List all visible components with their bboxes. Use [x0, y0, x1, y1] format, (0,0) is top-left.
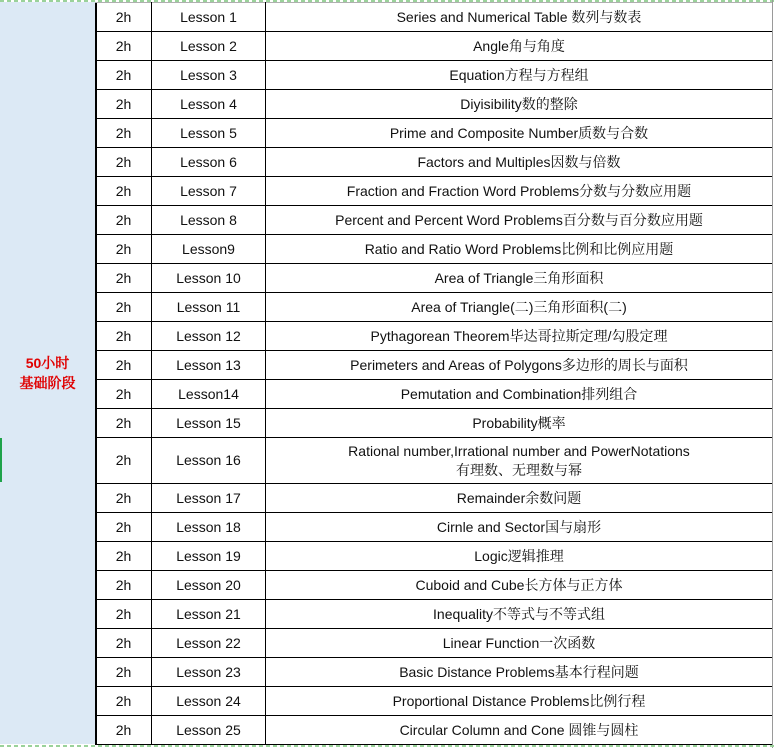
selection-border-bottom [0, 745, 775, 747]
topic-cell[interactable] [266, 119, 773, 148]
hours-cell[interactable]: 2h [96, 235, 152, 264]
hours-cell[interactable]: 2h [96, 293, 152, 322]
lesson-cell[interactable]: Lesson 3 [152, 61, 266, 90]
lesson-cell[interactable]: Lesson 21 [152, 600, 266, 629]
table-row [96, 293, 773, 322]
topic-cell[interactable] [266, 409, 773, 438]
topic-cell[interactable] [266, 3, 773, 32]
table-row [96, 119, 773, 148]
stage-hours-label: 50小时 [25, 355, 70, 371]
topic-line: 有理数、无理数与幂 [456, 461, 582, 478]
topic-cell[interactable] [266, 687, 773, 716]
topic-cell[interactable] [266, 235, 773, 264]
topic-line: Equation方程与方程组 [449, 67, 589, 83]
hours-cell[interactable]: 2h [96, 409, 152, 438]
hours-cell[interactable]: 2h [96, 600, 152, 629]
table-row [96, 687, 773, 716]
lesson-cell[interactable]: Lesson 6 [152, 148, 266, 177]
topic-line: Linear Function一次函数 [442, 635, 596, 651]
table-row [96, 32, 773, 61]
lesson-cell[interactable]: Lesson 20 [152, 571, 266, 600]
table-row [96, 658, 773, 687]
topic-cell[interactable] [266, 32, 773, 61]
topic-cell[interactable] [266, 264, 773, 293]
row-marker [0, 438, 2, 482]
lesson-cell[interactable]: Lesson 5 [152, 119, 266, 148]
hours-cell[interactable]: 2h [96, 687, 152, 716]
table-row [96, 600, 773, 629]
topic-cell[interactable] [266, 513, 773, 542]
stage-cell[interactable] [0, 2, 97, 744]
topic-cell[interactable] [266, 90, 773, 119]
table-row [96, 716, 773, 745]
topic-line: Series and Numerical Table 数列与数表 [396, 9, 642, 25]
lesson-cell[interactable]: Lesson 2 [152, 32, 266, 61]
topic-line: Area of Triangle(二)三角形面积(二) [411, 299, 627, 315]
lesson-cell[interactable]: Lesson9 [152, 235, 266, 264]
topic-line: Cuboid and Cube长方体与正方体 [415, 577, 623, 593]
topic-line: Pemutation and Combination排列组合 [400, 386, 638, 402]
hours-cell[interactable]: 2h [96, 484, 152, 513]
topic-line: Angle角与角度 [473, 38, 565, 54]
table-row [96, 264, 773, 293]
table-row [96, 484, 773, 513]
hours-cell[interactable]: 2h [96, 3, 152, 32]
hours-cell[interactable]: 2h [96, 571, 152, 600]
topic-cell[interactable] [266, 600, 773, 629]
topic-line: Perimeters and Areas of Polygons多边形的周长与面积 [350, 357, 688, 373]
hours-cell[interactable]: 2h [96, 90, 152, 119]
topic-cell[interactable] [266, 322, 773, 351]
hours-cell[interactable]: 2h [96, 148, 152, 177]
lesson-cell[interactable]: Lesson 10 [152, 264, 266, 293]
topic-cell[interactable] [266, 293, 773, 322]
lesson-table-body [96, 3, 773, 745]
topic-cell[interactable] [266, 438, 773, 484]
hours-cell[interactable]: 2h [96, 438, 152, 484]
sheet-right-edge [772, 0, 773, 748]
topic-cell[interactable] [266, 206, 773, 235]
hours-cell[interactable]: 2h [96, 716, 152, 745]
topic-cell[interactable] [266, 148, 773, 177]
hours-cell[interactable]: 2h [96, 629, 152, 658]
hours-cell[interactable]: 2h [96, 119, 152, 148]
table-row [96, 629, 773, 658]
topic-line: Logic逻辑推理 [474, 548, 564, 564]
table-row [96, 542, 773, 571]
topic-line: Proportional Distance Problems比例行程 [392, 693, 646, 709]
topic-line: Remainder余数问题 [456, 490, 582, 506]
hours-cell[interactable]: 2h [96, 206, 152, 235]
hours-cell[interactable]: 2h [96, 351, 152, 380]
table-row [96, 438, 773, 484]
lesson-cell[interactable]: Lesson 13 [152, 351, 266, 380]
table-row [96, 571, 773, 600]
topic-cell[interactable] [266, 658, 773, 687]
table-row [96, 513, 773, 542]
lesson-cell[interactable]: Lesson 25 [152, 716, 266, 745]
lesson-cell[interactable]: Lesson 11 [152, 293, 266, 322]
topic-cell[interactable] [266, 61, 773, 90]
topic-line: Circular Column and Cone 圆锥与圆柱 [399, 722, 639, 738]
hours-cell[interactable]: 2h [96, 177, 152, 206]
stage-name-label: 基础阶段 [19, 375, 76, 391]
hours-cell[interactable]: 2h [96, 61, 152, 90]
topic-cell[interactable] [266, 380, 773, 409]
hours-cell[interactable]: 2h [96, 513, 152, 542]
topic-cell[interactable] [266, 484, 773, 513]
table-row [96, 206, 773, 235]
topic-cell[interactable] [266, 629, 773, 658]
lesson-cell[interactable]: Lesson 16 [152, 438, 266, 484]
lesson-cell[interactable]: Lesson 18 [152, 513, 266, 542]
table-row [96, 61, 773, 90]
topic-line: Pythagorean Theorem毕达哥拉斯定理/勾股定理 [370, 328, 668, 344]
topic-line: Rational number,Irrational number and PowerNotations [348, 442, 690, 459]
lesson-cell[interactable]: Lesson14 [152, 380, 266, 409]
lesson-table [95, 2, 773, 745]
lesson-cell[interactable]: Lesson 4 [152, 90, 266, 119]
hours-cell[interactable]: 2h [96, 380, 152, 409]
lesson-cell[interactable]: Lesson 7 [152, 177, 266, 206]
table-row [96, 148, 773, 177]
topic-cell[interactable] [266, 542, 773, 571]
topic-cell[interactable] [266, 351, 773, 380]
table-row [96, 351, 773, 380]
table-row [96, 3, 773, 32]
topic-line: Factors and Multiples因数与倍数 [417, 154, 621, 170]
lesson-cell[interactable]: Lesson 8 [152, 206, 266, 235]
topic-line: Diyisibility数的整除 [460, 96, 578, 112]
table-row [96, 409, 773, 438]
topic-cell[interactable] [266, 571, 773, 600]
hours-cell[interactable]: 2h [96, 542, 152, 571]
topic-line: Fraction and Fraction Word Problems分数与分数应用题 [346, 183, 692, 199]
table-row [96, 177, 773, 206]
hours-cell[interactable]: 2h [96, 322, 152, 351]
topic-line: Area of Triangle三角形面积 [434, 270, 604, 286]
lesson-cell[interactable]: Lesson 12 [152, 322, 266, 351]
lesson-cell[interactable]: Lesson 17 [152, 484, 266, 513]
hours-cell[interactable]: 2h [96, 264, 152, 293]
hours-cell[interactable]: 2h [96, 32, 152, 61]
hours-cell[interactable]: 2h [96, 658, 152, 687]
topic-line: Probability概率 [472, 415, 566, 431]
lesson-cell[interactable]: Lesson 24 [152, 687, 266, 716]
lesson-cell[interactable]: Lesson 22 [152, 629, 266, 658]
topic-cell[interactable] [266, 177, 773, 206]
topic-line: Basic Distance Problems基本行程问题 [399, 664, 639, 680]
table-row [96, 322, 773, 351]
topic-line: Inequality不等式与不等式组 [433, 606, 605, 622]
lesson-cell[interactable]: Lesson 15 [152, 409, 266, 438]
topic-line: Ratio and Ratio Word Problems比例和比例应用题 [364, 241, 674, 257]
table-row [96, 90, 773, 119]
lesson-cell[interactable]: Lesson 19 [152, 542, 266, 571]
table-row [96, 235, 773, 264]
lesson-cell[interactable]: Lesson 23 [152, 658, 266, 687]
topic-line: Prime and Composite Number质数与合数 [389, 125, 649, 141]
topic-cell[interactable] [266, 716, 773, 745]
table-row [96, 380, 773, 409]
lesson-cell[interactable]: Lesson 1 [152, 3, 266, 32]
topic-line: Cirnle and Sector国与扇形 [436, 519, 602, 535]
topic-line: Percent and Percent Word Problems百分数与百分数应用题 [335, 212, 703, 228]
